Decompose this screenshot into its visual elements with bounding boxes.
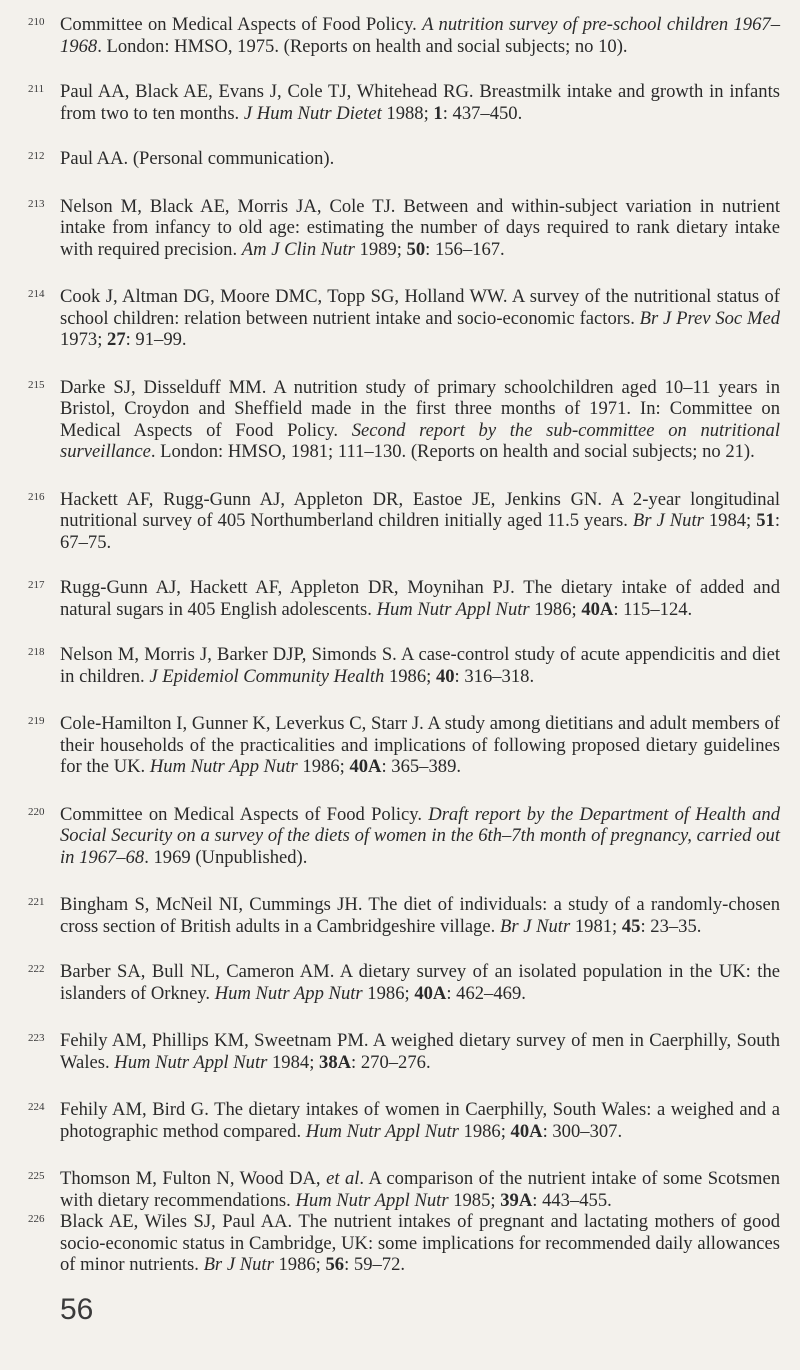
- reference-italic-segment: Br J Nutr: [203, 1254, 274, 1275]
- reference-number: 219: [28, 715, 45, 727]
- reference-italic-segment: Hum Nutr Appl Nutr: [376, 598, 530, 620]
- reference-number: 215: [28, 378, 45, 391]
- reference-italic-segment: Am J Clin Nutr: [241, 238, 355, 260]
- reference-bold-segment: 40A: [510, 1120, 543, 1142]
- reference-italic-segment: J Hum Nutr Dietet: [243, 102, 382, 124]
- reference-segment: Black AE, Wiles SJ, Paul AA. The nutrient intakes of pregnant and lactating mothers of good socio-economic status in Cambridge, UK: some implications for recommended daily allowances of minor nutrients.: [60, 1211, 780, 1275]
- reference-segment: : 443–455.: [532, 1189, 612, 1211]
- reference-number: 214: [28, 288, 45, 300]
- page-number: 56: [60, 1293, 94, 1326]
- reference-item: [28, 644, 780, 687]
- reference-item: [28, 804, 780, 869]
- reference-text: [60, 377, 780, 463]
- reference-segment: : 91–99.: [125, 329, 187, 350]
- reference-text: [60, 713, 780, 778]
- reference-segment: . 1969 (Unpublished).: [144, 846, 308, 868]
- reference-number: 224: [28, 1101, 45, 1113]
- reference-text: [60, 1030, 780, 1073]
- reference-italic-segment: Br J Prev Soc Med: [639, 307, 781, 329]
- reference-segment: 1986;: [458, 1120, 511, 1142]
- reference-bold-segment: 45: [621, 915, 641, 937]
- reference-bold-segment: 1: [433, 102, 443, 124]
- reference-bold-segment: 40: [435, 665, 455, 687]
- reference-bold-segment: 40A: [414, 982, 447, 1004]
- reference-bold-segment: 38A: [319, 1051, 352, 1073]
- reference-segment: Fehily AM, Bird G. The dietary intakes of women in Caerphilly, South Wales: a weighed and a photographic method compared.: [60, 1099, 780, 1142]
- reference-segment: Nelson M, Morris J, Barker DJP, Simonds S. A case-control study of acute appendicitis and diet in children.: [60, 644, 780, 687]
- reference-segment: 1986;: [273, 1254, 326, 1275]
- reference-segment: 1984;: [267, 1051, 320, 1073]
- reference-number: 210: [28, 16, 45, 28]
- reference-italic-segment: Hum Nutr Appl Nutr: [305, 1120, 459, 1142]
- reference-segment: Barber SA, Bull NL, Cameron AM. A dietary survey of an isolated population in the UK: the islanders of Orkney.: [60, 961, 780, 1004]
- reference-item: [28, 894, 780, 937]
- reference-segment: Nelson M, Black AE, Morris JA, Cole TJ. Between and within-subject variation in nutrient intake from infancy to old age: estimating the number of days required to rank dietary intake with required precision.: [60, 195, 780, 260]
- reference-segment: Rugg-Gunn AJ, Hackett AF, Appleton DR, Moynihan PJ. The dietary intake of added and natural sugars in 405 English adolescents.: [60, 577, 780, 620]
- reference-text: [60, 14, 780, 57]
- reference-number: 223: [28, 1032, 45, 1044]
- reference-segment: 1989;: [354, 238, 407, 260]
- reference-item: [28, 1211, 780, 1276]
- reference-segment: 1985;: [448, 1189, 501, 1211]
- reference-number: 212: [28, 150, 45, 162]
- reference-text: [60, 961, 780, 1004]
- reference-number: 226: [28, 1213, 45, 1225]
- reference-segment: Bingham S, McNeil NI, Cummings JH. The diet of individuals: a study of a randomly-chosen cross section of British adults in a Cambridgeshire village.: [60, 894, 780, 937]
- reference-bold-segment: 27: [107, 329, 126, 350]
- reference-text: [60, 644, 780, 687]
- reference-text: [60, 148, 780, 170]
- reference-segment: . London: HMSO, 1975. (Reports on health and social subjects; no 10).: [97, 35, 628, 57]
- reference-segment: 1973;: [60, 329, 108, 350]
- reference-segment: : 115–124.: [613, 598, 693, 620]
- reference-number: 211: [28, 83, 45, 95]
- reference-segment: 1981;: [570, 915, 622, 937]
- reference-item: [28, 1099, 780, 1142]
- reference-item: [28, 961, 780, 1004]
- reference-italic-segment: Second report by the sub-committee on nutritional surveillance: [60, 419, 781, 462]
- reference-italic-segment: Hum Nutr Appl Nutr: [295, 1189, 449, 1211]
- reference-item: [28, 81, 780, 124]
- reference-text: [60, 1168, 780, 1211]
- reference-bold-segment: 50: [406, 238, 426, 260]
- reference-segment: Hackett AF, Rugg-Gunn AJ, Appleton DR, Eastoe JE, Jenkins GN. A 2-year longitudinal nutritional survey of 405 Northumberland children initially aged 11.5 years.: [60, 488, 780, 531]
- reference-segment: Cook J, Altman DG, Moore DMC, Topp SG, Holland WW. A survey of the nutritional status of school children: relation between nutrient intake and socio-economic factors.: [60, 286, 780, 329]
- reference-number: 220: [28, 805, 45, 818]
- reference-item: [28, 196, 780, 261]
- reference-segment: Committee on Medical Aspects of Food Policy.: [60, 14, 423, 35]
- reference-segment: : 59–72.: [344, 1254, 406, 1275]
- reference-text: [60, 577, 780, 620]
- reference-number: 218: [28, 646, 45, 658]
- reference-segment: . London: HMSO, 1981; 111–130. (Reports on health and social subjects; no 21).: [150, 441, 755, 462]
- reference-item: [28, 577, 780, 620]
- reference-italic-segment: Hum Nutr Appl Nutr: [114, 1051, 268, 1073]
- reference-segment: : 23–35.: [640, 915, 702, 937]
- reference-text: [60, 196, 780, 261]
- reference-italic-segment: Br J Nutr: [632, 510, 704, 531]
- reference-segment: : 270–276.: [351, 1051, 431, 1073]
- reference-text: [60, 1211, 780, 1276]
- reference-segment: . A comparison of the nutrient intake of some Scotsmen with dietary recommendations.: [60, 1168, 781, 1211]
- reference-italic-segment: et al: [326, 1168, 360, 1189]
- reference-segment: : 300–307.: [542, 1120, 623, 1142]
- reference-item: [28, 1030, 780, 1073]
- reference-segment: : 67–75.: [60, 510, 780, 553]
- reference-bold-segment: 56: [325, 1254, 345, 1275]
- reference-number: 216: [28, 490, 45, 503]
- reference-segment: 1984;: [703, 510, 757, 531]
- reference-item: [28, 377, 780, 463]
- reference-segment: Paul AA. (Personal communication).: [60, 148, 335, 169]
- reference-text: [60, 489, 780, 554]
- reference-item: [28, 286, 780, 351]
- reference-bold-segment: 39A: [500, 1189, 533, 1211]
- reference-segment: 1986;: [384, 665, 436, 687]
- reference-segment: Cole-Hamilton I, Gunner K, Leverkus C, Starr J. A study among dietitians and adult members of their households of the practicalities and implications of following proposed dietary guidelines for the UK.: [60, 713, 780, 777]
- reference-item: [28, 148, 780, 170]
- reference-bold-segment: 40A: [349, 756, 382, 777]
- reference-bold-segment: 51: [756, 510, 775, 531]
- reference-segment: Paul AA, Black AE, Evans J, Cole TJ, Whitehead RG. Breastmilk intake and growth in infants from two to ten months.: [60, 81, 780, 124]
- reference-italic-segment: Hum Nutr App Nutr: [214, 982, 363, 1004]
- reference-segment: : 437–450.: [442, 102, 523, 124]
- reference-number: 217: [28, 579, 45, 591]
- reference-italic-segment: A nutrition survey of pre-school children 1967–1968: [60, 14, 780, 57]
- reference-segment: : 156–167.: [425, 238, 505, 260]
- reference-segment: Committee on Medical Aspects of Food Policy.: [60, 803, 429, 825]
- reference-list: [28, 14, 780, 1276]
- reference-segment: Thomson M, Fulton N, Wood DA,: [60, 1168, 327, 1189]
- reference-italic-segment: Hum Nutr App Nutr: [149, 756, 298, 777]
- reference-text: [60, 286, 780, 351]
- reference-item: [28, 489, 780, 554]
- reference-segment: : 316–318.: [454, 665, 535, 687]
- reference-segment: 1986;: [362, 982, 415, 1004]
- reference-item: [28, 1168, 780, 1211]
- reference-number: 225: [28, 1170, 45, 1182]
- reference-text: [60, 804, 780, 869]
- reference-italic-segment: Draft report by the Department of Health and Social Security on a survey of the diets of women in the 6th–7th month of pregnancy, carried out in 1967–68: [60, 803, 780, 868]
- reference-text: [60, 1099, 780, 1142]
- reference-number: 222: [28, 963, 45, 975]
- reference-italic-segment: Br J Nutr: [499, 915, 571, 937]
- reference-text: [60, 81, 780, 124]
- reference-segment: Darke SJ, Disselduff MM. A nutrition study of primary schoolchildren aged 10–11 years in Bristol, Croydon and Sheffield made in the first three months of 1971. In: Committee on Medical Aspects of Food Policy.: [60, 376, 780, 441]
- reference-italic-segment: J Epidemiol Community Health: [149, 665, 385, 687]
- reference-item: [28, 14, 780, 57]
- reference-segment: : 462–469.: [446, 982, 526, 1004]
- reference-item: [28, 713, 780, 778]
- reference-segment: : 365–389.: [381, 756, 462, 777]
- reference-bold-segment: 40A: [581, 598, 614, 620]
- reference-number: 221: [28, 896, 45, 908]
- reference-segment: 1986;: [297, 756, 350, 777]
- reference-segment: 1988;: [381, 102, 434, 124]
- reference-segment: 1986;: [529, 598, 582, 620]
- reference-text: [60, 894, 780, 937]
- reference-segment: Fehily AM, Phillips KM, Sweetnam PM. A weighed dietary survey of men in Caerphilly, South Wales.: [60, 1030, 780, 1073]
- reference-number: 213: [28, 197, 45, 210]
